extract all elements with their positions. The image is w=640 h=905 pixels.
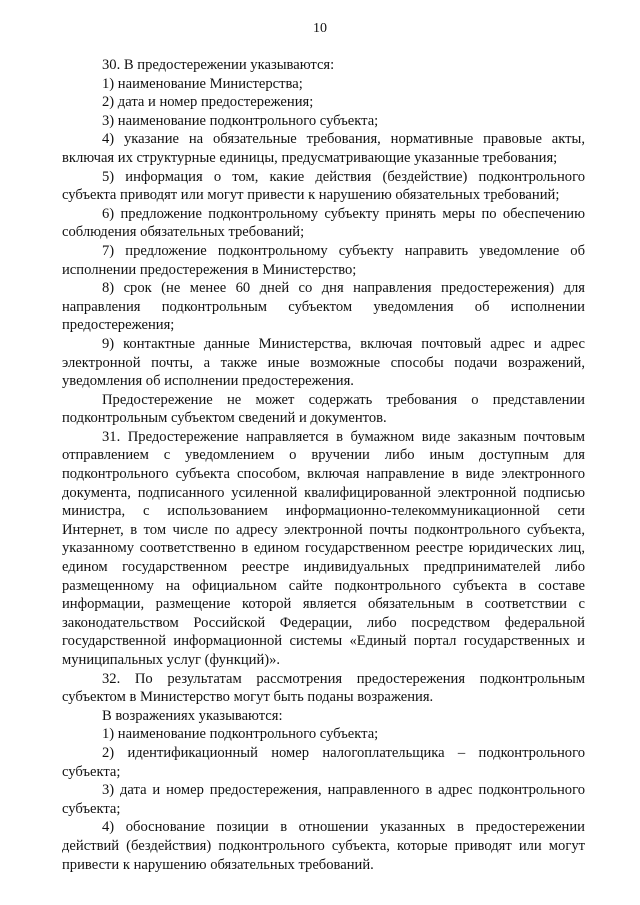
list-item: 4) указание на обязательные требования, нормативные правовые акты, включая их структурные единицы, предусматривающие указанные требования; <box>62 131 585 166</box>
list-item: 6) предложение подконтрольному субъекту принять меры по обеспечению соблюдения обязательных требований; <box>62 205 585 241</box>
paragraph-31: 31. Предостережение направляется в бумажном виде заказным почтовым отправлением с уведомлением о вручении либо иным доступным для подконтрольного субъекта способом, включая направление в виде электронного документа, подписанного усиленной квалифицированной электронной подписью министра, с использованием информационно-телекоммуникационной сети Интернет, в том числе по адресу электронной почты подконтрольного субъекта, указанному соответственно в едином государственном реестре юридических лиц, едином государственном реестре индивидуальных предпринимателей либо размещенному на официальном сайте подконтрольного субъекта в составе информации, размещение которой является обязательным в соответствии с законодательством Российской Федерации, либо посредством федеральной государственной информационной системы «Единый портал государственных и муниципальных услуг (функций)». <box>62 428 585 668</box>
list-item: 1) наименование подконтрольного субъекта; <box>102 726 379 743</box>
list-item: 5) информация о том, какие действия (бездействие) подконтрольного субъекта приводят или могут привести к нарушению обязательных требований; <box>62 168 585 204</box>
list-item: 9) контактные данные Министерства, включая почтовый адрес и адрес электронной почты, а также иные возможные способы подачи возражений, уведомления об исполнении предостережения. <box>62 335 585 390</box>
list-item: 4) обоснование позиции в отношении указанных в предостережении действий (бездействия) подконтрольного субъекта, которые приводят или могут привести к нарушению обязательных требований. <box>62 819 585 873</box>
paragraph-32: 32. По результатам рассмотрения предостережения подконтрольным субъектом в Министерство могут быть поданы возражения. <box>62 670 585 706</box>
list-item: 2) дата и номер предостережения; <box>102 94 314 111</box>
paragraph-restriction: Предостережение не может содержать требования о представлении подконтрольным субъектом сведений и документов. <box>62 391 585 427</box>
document-body <box>62 56 585 874</box>
objections-heading: В возражениях указываются: <box>102 707 283 724</box>
list-item: 7) предложение подконтрольному субъекту направить уведомление об исполнении предостережения в Министерство; <box>62 242 585 278</box>
list-item: 3) наименование подконтрольного субъекта; <box>102 112 379 129</box>
list-item: 3) дата и номер предостережения, направленного в адрес подконтрольного субъекта; <box>62 782 585 817</box>
page-number: 10 <box>313 21 327 36</box>
list-item: 1) наименование Министерства; <box>102 75 303 92</box>
list-item: 8) срок (не менее 60 дней со дня направления предостережения) для направления подконтрольным субъектом уведомления об исполнении предостережения; <box>62 280 585 334</box>
paragraph-30-heading: 30. В предостережении указываются: <box>102 57 335 73</box>
list-item: 2) идентификационный номер налогоплательщика – подконтрольного субъекта; <box>62 744 585 780</box>
